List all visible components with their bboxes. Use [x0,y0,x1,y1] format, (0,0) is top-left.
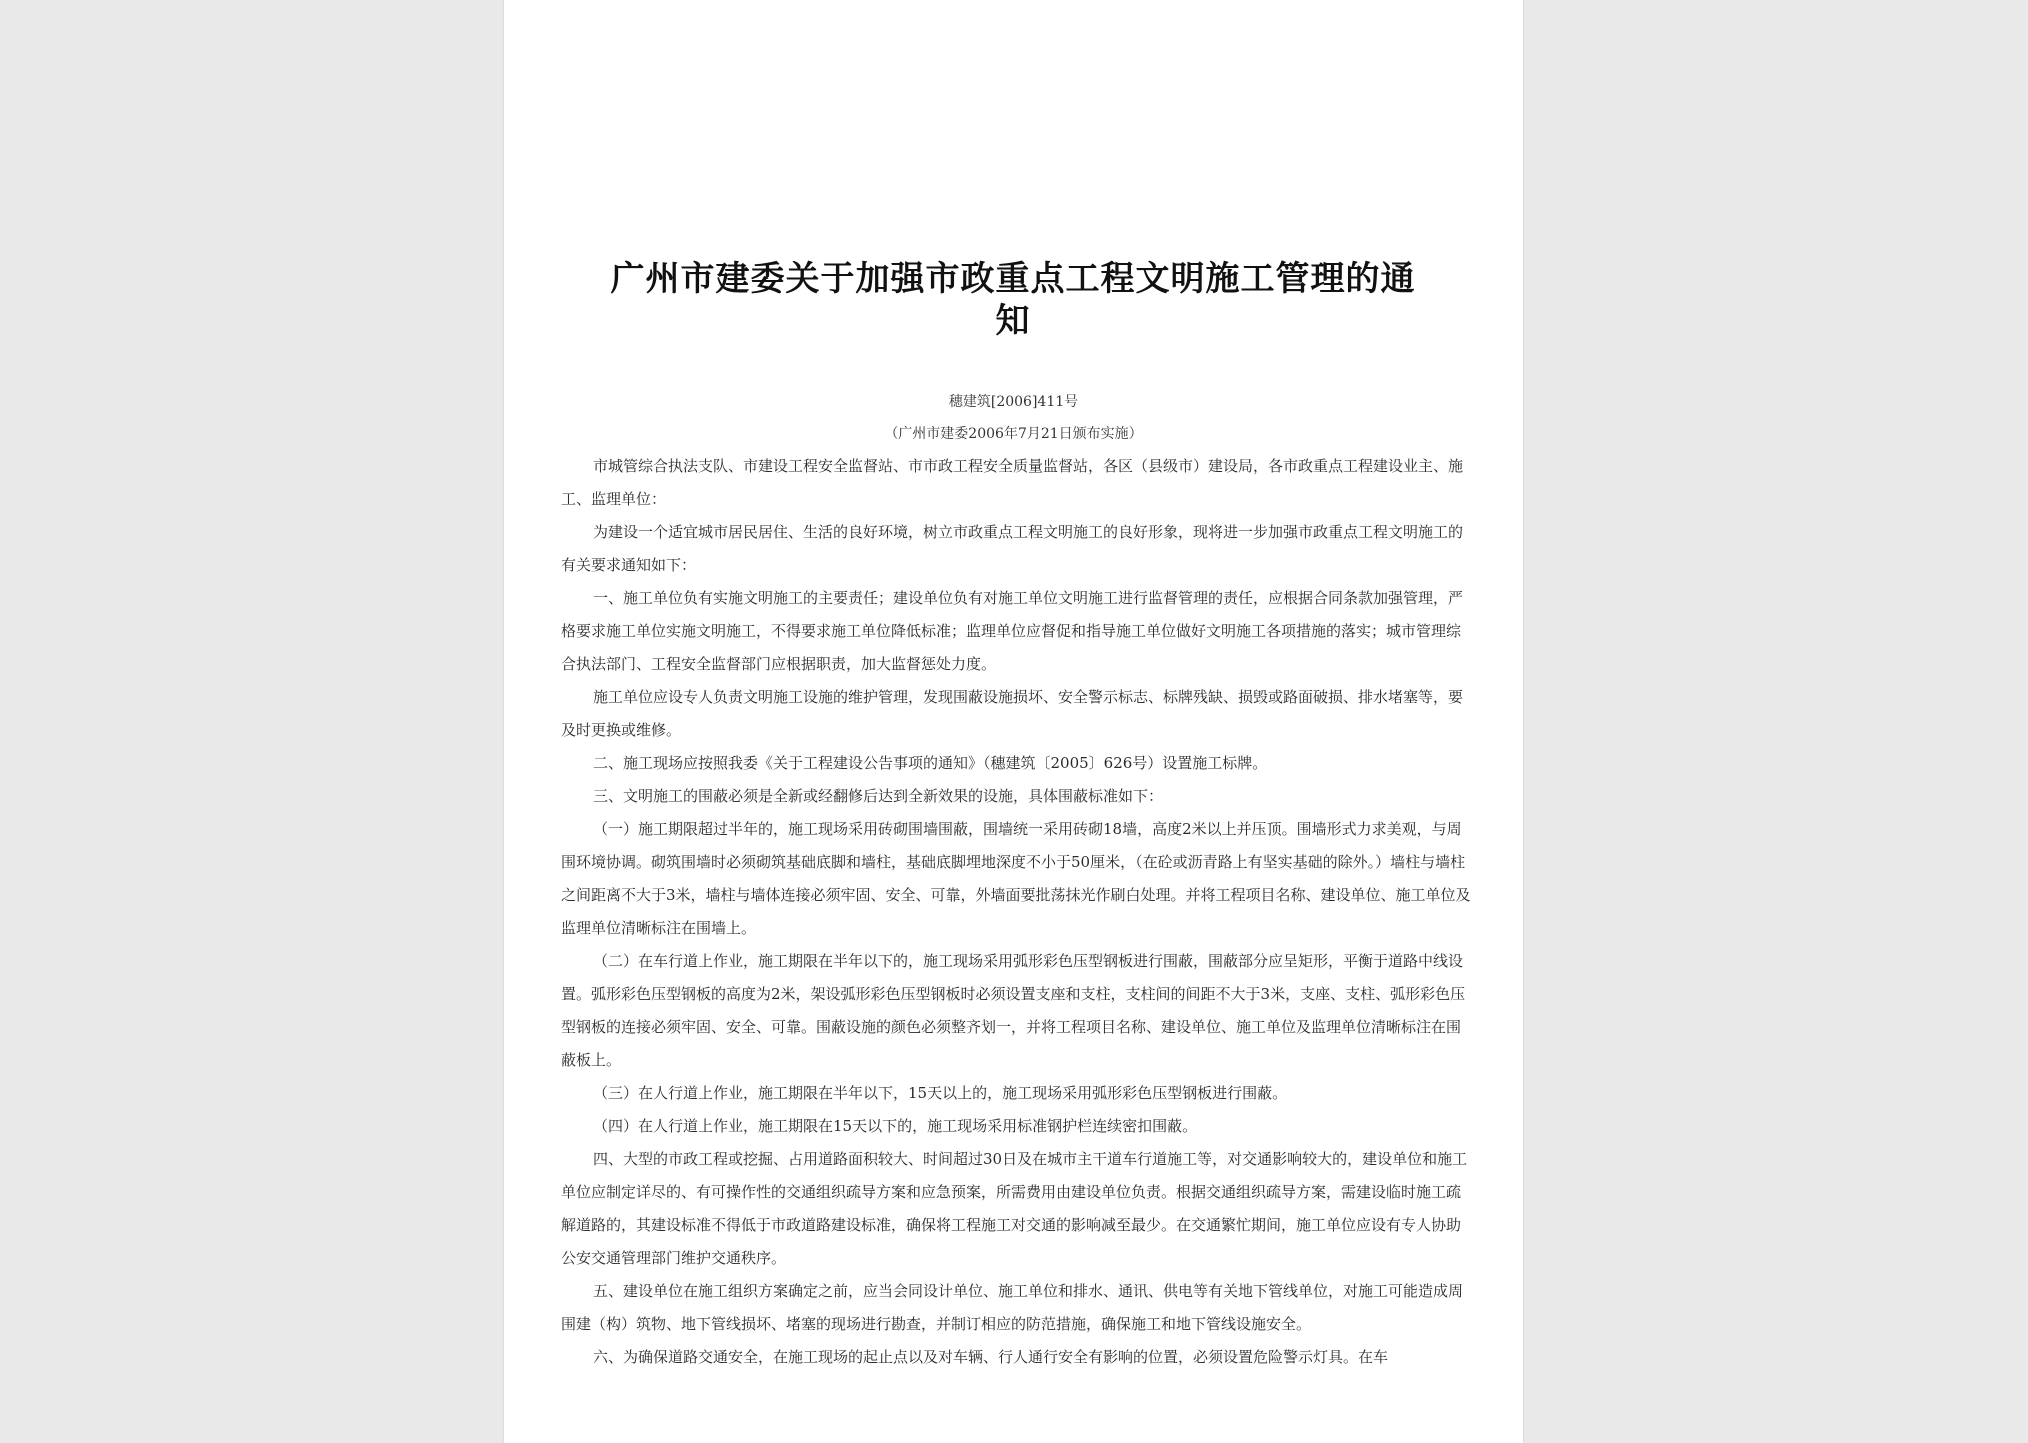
paragraph-item-3: 三、文明施工的围蔽必须是全新或经翻修后达到全新效果的设施，具体围蔽标准如下： [593,787,1164,805]
document-page [504,0,1523,1443]
paragraph-item-2: 二、施工现场应按照我委《关于工程建设公告事项的通知》（穗建筑〔2005〕626号）设置施工标牌。 [593,754,1268,772]
paragraph-item-3-4: （四）在人行道上作业，施工期限在15天以下的，施工现场采用标准钢护栏连续密扣围蔽。 [593,1117,1198,1135]
paragraph-intro: 为建设一个适宜城市居民居住、生活的良好环境，树立市政重点工程文明施工的良好形象，现将进一步加强市政重点工程文明施工的有关要求通知如下： [561,523,1464,574]
paragraph-item-1: 一、施工单位负有实施文明施工的主要责任；建设单位负有对施工单位文明施工进行监督管理的责任，应根据合同条款加强管理，严格要求施工单位实施文明施工，不得要求施工单位降低标准；监理单位应督促和指导施工单位做好文明施工各项措施的落实；城市管理综合执法部门、工程安全监督部门应根据职责，加大监督惩处力度。 [561,589,1464,673]
paragraph-item-6: 六、为确保道路交通安全，在施工现场的起止点以及对车辆、行人通行安全有影响的位置，必须设置危险警示灯具。在车 [593,1348,1389,1366]
paragraph-item-3-3: （三）在人行道上作业，施工期限在半年以下，15天以上的，施工现场采用弧形彩色压型钢板进行围蔽。 [593,1084,1288,1102]
document-title: 广州市建委关于加强市政重点工程文明施工管理的通知 [610,259,1416,341]
paragraph-item-4: 四、大型的市政工程或挖掘、占用道路面积较大、时间超过30日及在城市主干道车行道施工等，对交通影响较大的，建设单位和施工单位应制定详尽的、有可操作性的交通组织疏导方案和应急预案，所需费用由建设单位负责。根据交通组织疏导方案，需建设临时施工疏解道路的，其建设标准不得低于市政道路建设标准，确保将工程施工对交通的影响减至最少。在交通繁忙期间，施工单位应设有专人协助公安交通管理部门维护交通秩序。 [561,1150,1468,1267]
document-body [561,450,1471,1374]
paragraph-item-3-1: （一）施工期限超过半年的，施工现场采用砖砌围墙围蔽，围墙统一采用砖砌18墙，高度2米以上并压顶。围墙形式力求美观，与周围环境协调。砌筑围墙时必须砌筑基础底脚和墙柱，基础底脚埋地深度不小于50厘米，（在砼或沥青路上有坚实基础的除外。）墙柱与墙柱之间距离不大于3米，墙柱与墙体连接必须牢固、安全、可靠，外墙面要批荡抹光作刷白处理。并将工程项目名称、建设单位、施工单位及监理单位清晰标注在围墙上。 [561,820,1471,937]
document-number: 穗建筑[2006]411号 [948,394,1079,410]
paragraph-addressees: 市城管综合执法支队、市建设工程安全监督站、市市政工程安全质量监督站，各区（县级市）建设局，各市政重点工程建设业主、施工、监理单位： [561,457,1464,508]
issue-date-note: （广州市建委2006年7月21日颁布实施） [884,426,1143,442]
paragraph-item-3-2: （二）在车行道上作业，施工期限在半年以下的，施工现场采用弧形彩色压型钢板进行围蔽，围蔽部分应呈矩形，平衡于道路中线设置。弧形彩色压型钢板的高度为2米，架设弧形彩色压型钢板时必须设置支座和支柱，支柱间的间距不大于3米，支座、支柱、弧形彩色压型钢板的连接必须牢固、安全、可靠。围蔽设施的颜色必须整齐划一，并将工程项目名称、建设单位、施工单位及监理单位清晰标注在围蔽板上。 [561,952,1466,1069]
paragraph-maintenance: 施工单位应设专人负责文明施工设施的维护管理，发现围蔽设施损坏、安全警示标志、标牌残缺、损毁或路面破损、排水堵塞等，要及时更换或维修。 [561,688,1464,739]
paragraph-item-5: 五、建设单位在施工组织方案确定之前，应当会同设计单位、施工单位和排水、通讯、供电等有关地下管线单位，对施工可能造成周围建（构）筑物、地下管线损坏、堵塞的现场进行勘查，并制订相应的防范措施，确保施工和地下管线设施安全。 [561,1282,1464,1333]
